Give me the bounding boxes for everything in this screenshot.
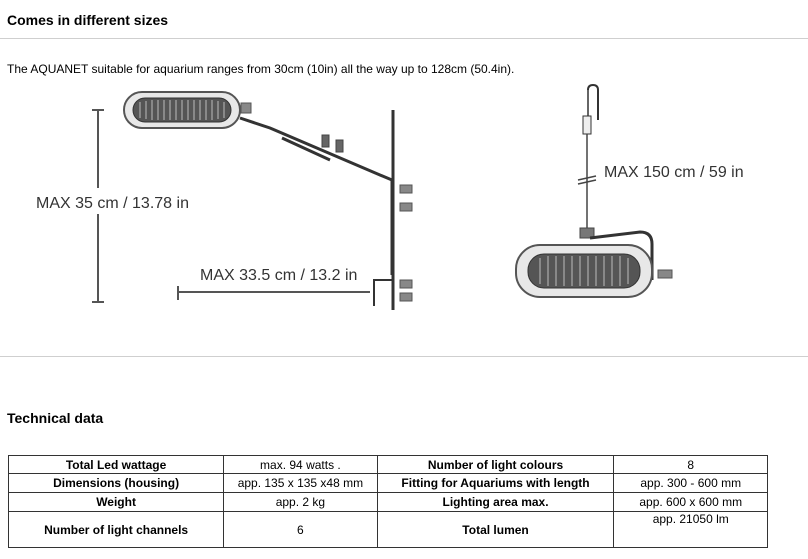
table-row: [9, 512, 768, 548]
table-cell-value: 8: [614, 456, 768, 474]
width-label: MAX 33.5 cm / 13.2 in: [200, 267, 358, 284]
table-cell-value: max. 94 watts .: [224, 456, 377, 474]
table-cell-label: Number of light channels: [9, 512, 224, 548]
table-cell-label: Weight: [9, 493, 224, 512]
table-row: [9, 493, 768, 512]
table-cell-value: app. 600 x 600 mm: [614, 493, 768, 512]
table-cell-value: app. 2 kg: [224, 493, 377, 512]
hang-label: MAX 150 cm / 59 in: [604, 164, 744, 181]
table-cell-value: app. 300 - 600 mm: [614, 474, 768, 493]
hanging-lamp-illustration: [516, 85, 672, 297]
table-cell-value: app. 21050 lm: [614, 512, 768, 548]
section-title-technical: Technical data: [7, 410, 104, 426]
table-row: [9, 474, 768, 493]
table-cell-label: Number of light colours: [377, 456, 614, 474]
table-cell-value: app. 135 x 135 x48 mm: [224, 474, 377, 493]
table-cell-label: Fitting for Aquariums with length: [377, 474, 614, 493]
technical-data-table: [8, 455, 768, 548]
table-cell-label: Lighting area max.: [377, 493, 614, 512]
table-cell-label: Total Led wattage: [9, 456, 224, 474]
table-row: [9, 456, 768, 474]
table-cell-value: 6: [224, 512, 377, 548]
table-cell-label: Dimensions (housing): [9, 474, 224, 493]
divider-middle: [0, 356, 808, 357]
divider-top: [0, 38, 808, 39]
intro-text: The AQUANET suitable for aquarium ranges from 30cm (10in) all the way up to 128cm (50.4in).: [7, 62, 515, 76]
height-label: MAX 35 cm / 13.78 in: [36, 195, 189, 212]
table-cell-label: Total lumen: [377, 512, 614, 548]
size-diagram: [0, 80, 808, 320]
section-title-sizes: Comes in different sizes: [7, 12, 169, 28]
